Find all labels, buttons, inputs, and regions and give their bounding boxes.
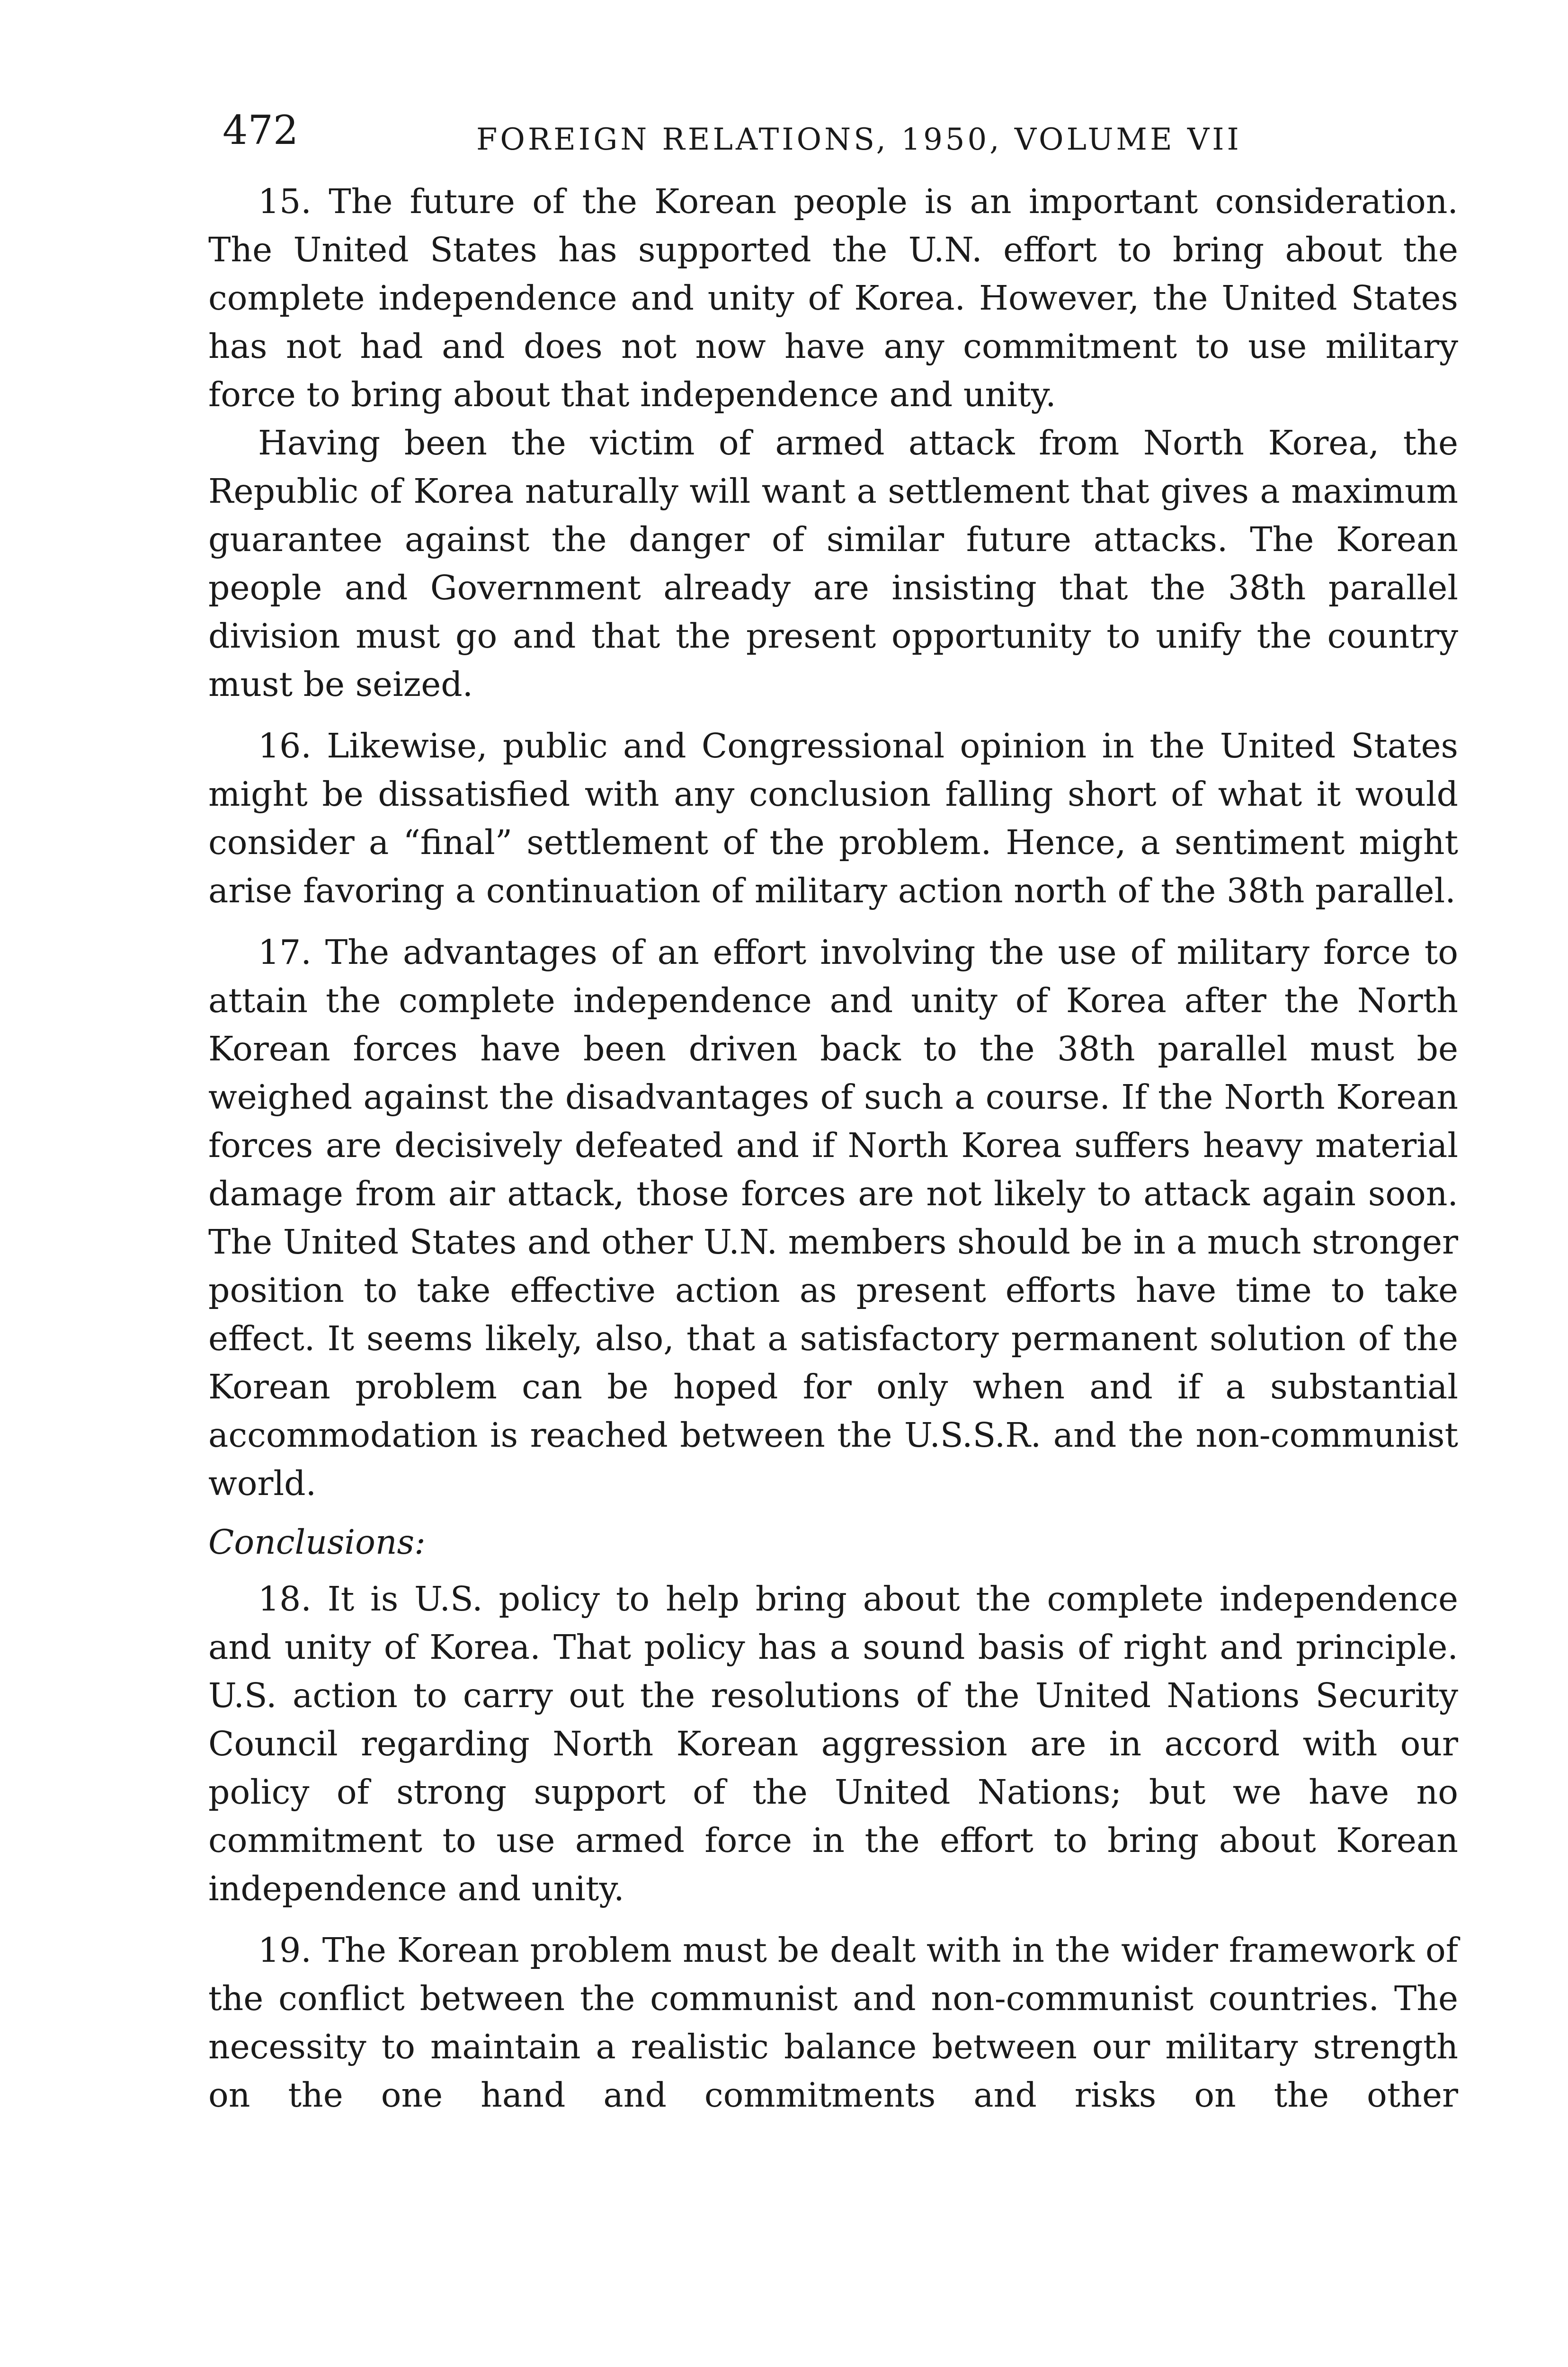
- paragraph-15-continued: Having been the victim of armed attack from North Korea, the Republic of Korea naturally will want a settlement that gives a maximum guarantee against the danger of similar future attacks. The Korean people and Government already are insisting that the 38th parallel division must go and that the present opportunity to unify the country must be seized.: [208, 423, 1458, 704]
- body-text: [208, 178, 1458, 2119]
- paragraph-18: 18. It is U.S. policy to help bring about the complete independence and unity of Korea. That policy has a sound basis of right and principle. U.S. action to carry out the resolutions of the United Nations Security Council regarding North Korean aggression are in accord with our policy of strong support of the United Nations; but we have no commitment to use armed force in the effort to bring about Korean independence and unity.: [208, 1579, 1458, 1908]
- conclusions-heading: Conclusions:: [208, 1522, 426, 1562]
- paragraph-19: 19. The Korean problem must be dealt with in the wider framework of the conflict between the communist and non-communist countries. The necessity to maintain a realistic balance between our military strength on the one hand and commitments and risks on the other: [208, 1931, 1458, 2115]
- paragraph-17: 17. The advantages of an effort involving the use of military force to attain the complete independence and unity of Korea after the North Korean forces have been driven back to the 38th parallel must be weighed against the disadvantages of such a course. If the North Korean forces are decisively defeated and if North Korea suffers heavy material damage from air attack, those forces are not likely to attack again soon. The United States and other U.N. members should be in a much stronger position to take effective action as present efforts have time to take effect. It seems likely, also, that a satisfactory permanent solution of the Korean problem can be hoped for only when and if a substantial accommodation is reached between the U.S.S.R. and the non-communist world.: [208, 933, 1458, 1503]
- page-number: 472: [223, 107, 299, 153]
- running-title: FOREIGN RELATIONS, 1950, VOLUME VII: [476, 122, 1242, 157]
- paragraph-16: 16. Likewise, public and Congressional opinion in the United States might be dissatisfied with any conclusion falling short of what it would consider a “final” settlement of the problem. Hence, a sentiment might arise favoring a continuation of military action north of the 38th parallel.: [208, 726, 1458, 910]
- running-head: [223, 107, 1453, 159]
- paragraph-15: 15. The future of the Korean people is an important consideration. The United States has supported the U.N. effort to bring about the complete independence and unity of Korea. However, the United States has not had and does not now have any commitment to use military force to bring about that independence and unity.: [208, 182, 1458, 414]
